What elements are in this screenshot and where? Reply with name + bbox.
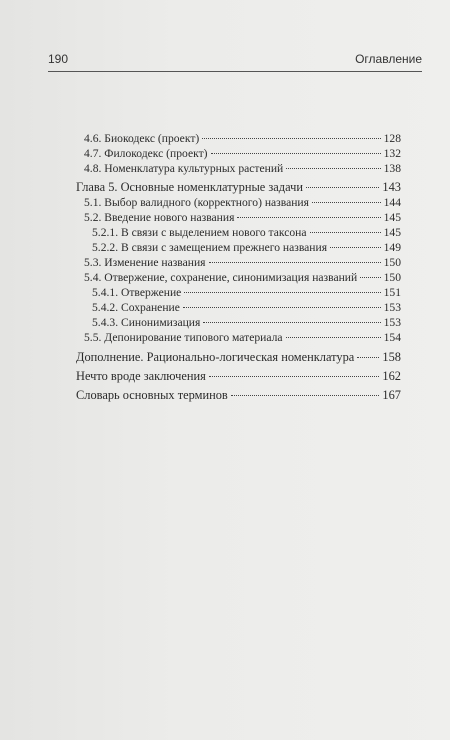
leader-dots [286,337,381,338]
toc-chapter [76,369,401,383]
toc-entry [92,301,401,315]
toc-entry-page: 145 [383,226,401,239]
running-header [48,52,422,66]
leader-dots [286,168,380,169]
leader-dots [184,292,380,293]
toc-entry [92,316,401,330]
leader-dots [202,138,380,139]
toc-chapter [76,388,401,402]
toc-entry-label: 5.2. Введение нового названия [84,211,235,224]
toc-entry-label: 5.2.2. В связи с замещением прежнего названия [92,241,328,254]
toc-entry-label: Глава 5. Основные номенклатурные задачи [76,180,303,194]
toc-entry [84,132,401,146]
toc-entry-label: 4.6. Биокодекс (проект) [84,132,200,145]
toc-entry-label: 5.4. Отвержение, сохранение, синонимизация названий [84,271,358,284]
toc-entry-label: 5.4.2. Сохранение [92,301,180,314]
toc-entry-page: 138 [383,162,401,175]
leader-dots [357,357,379,358]
toc-entry [84,331,401,345]
toc-entry-page: 151 [383,286,401,299]
leader-dots [306,187,379,188]
toc-entry-label: 5.2.1. В связи с выделением нового таксона [92,226,307,239]
page-number: 190 [48,52,69,66]
toc-entry-label: 4.7. Филокодекс (проект) [84,147,208,160]
toc-entry-label: 5.4.1. Отвержение [92,286,182,299]
leader-dots [209,376,380,377]
toc-entry-page: 149 [383,241,401,254]
leader-dots [330,247,381,248]
leader-dots [231,395,380,396]
toc-chapter [76,350,401,364]
toc-entry-page: 153 [383,316,401,329]
header-rule [48,71,422,72]
leader-dots [360,277,380,278]
toc-entry-page: 162 [382,369,401,383]
toc-entry-page: 154 [383,331,401,344]
toc-entry [84,162,401,176]
toc-entry-page: 143 [382,180,401,194]
toc-entry-page: 145 [383,211,401,224]
toc-entry [84,211,401,225]
toc-entry-page: 132 [383,147,401,160]
toc-entry [84,147,401,161]
leader-dots [312,202,381,203]
toc-chapter [76,180,401,194]
leader-dots [237,217,380,218]
toc-entry-page: 144 [383,196,401,209]
toc-entry [84,256,401,270]
section-title: Оглавление [355,52,422,66]
toc-entry-page: 150 [383,256,401,269]
toc-entry-page: 153 [383,301,401,314]
toc-entry-label: 4.8. Номенклатура культурных растений [84,162,284,175]
toc-entry [84,196,401,210]
toc-entry [92,241,401,255]
toc-entry-page: 167 [382,388,401,402]
toc-entry-label: Нечто вроде заключения [76,369,206,383]
toc-entry-label: 5.3. Изменение названия [84,256,206,269]
toc-entry-label: Словарь основных терминов [76,388,228,402]
toc-entry-label: 5.1. Выбор валидного (корректного) названия [84,196,309,209]
leader-dots [203,322,380,323]
toc-entry-label: 5.4.3. Синонимизация [92,316,201,329]
toc-entry-page: 128 [383,132,401,145]
toc-entry-page: 158 [382,350,401,364]
toc-entry [92,226,401,240]
leader-dots [183,307,381,308]
toc-entry [92,286,401,300]
leader-dots [209,262,381,263]
leader-dots [211,153,381,154]
toc-entry-label: 5.5. Депонирование типового материала [84,331,283,344]
toc-entry-page: 150 [383,271,401,284]
leader-dots [310,232,381,233]
toc-entry [84,271,401,285]
toc-entry-label: Дополнение. Рационально-логическая номенклатура [76,350,355,364]
